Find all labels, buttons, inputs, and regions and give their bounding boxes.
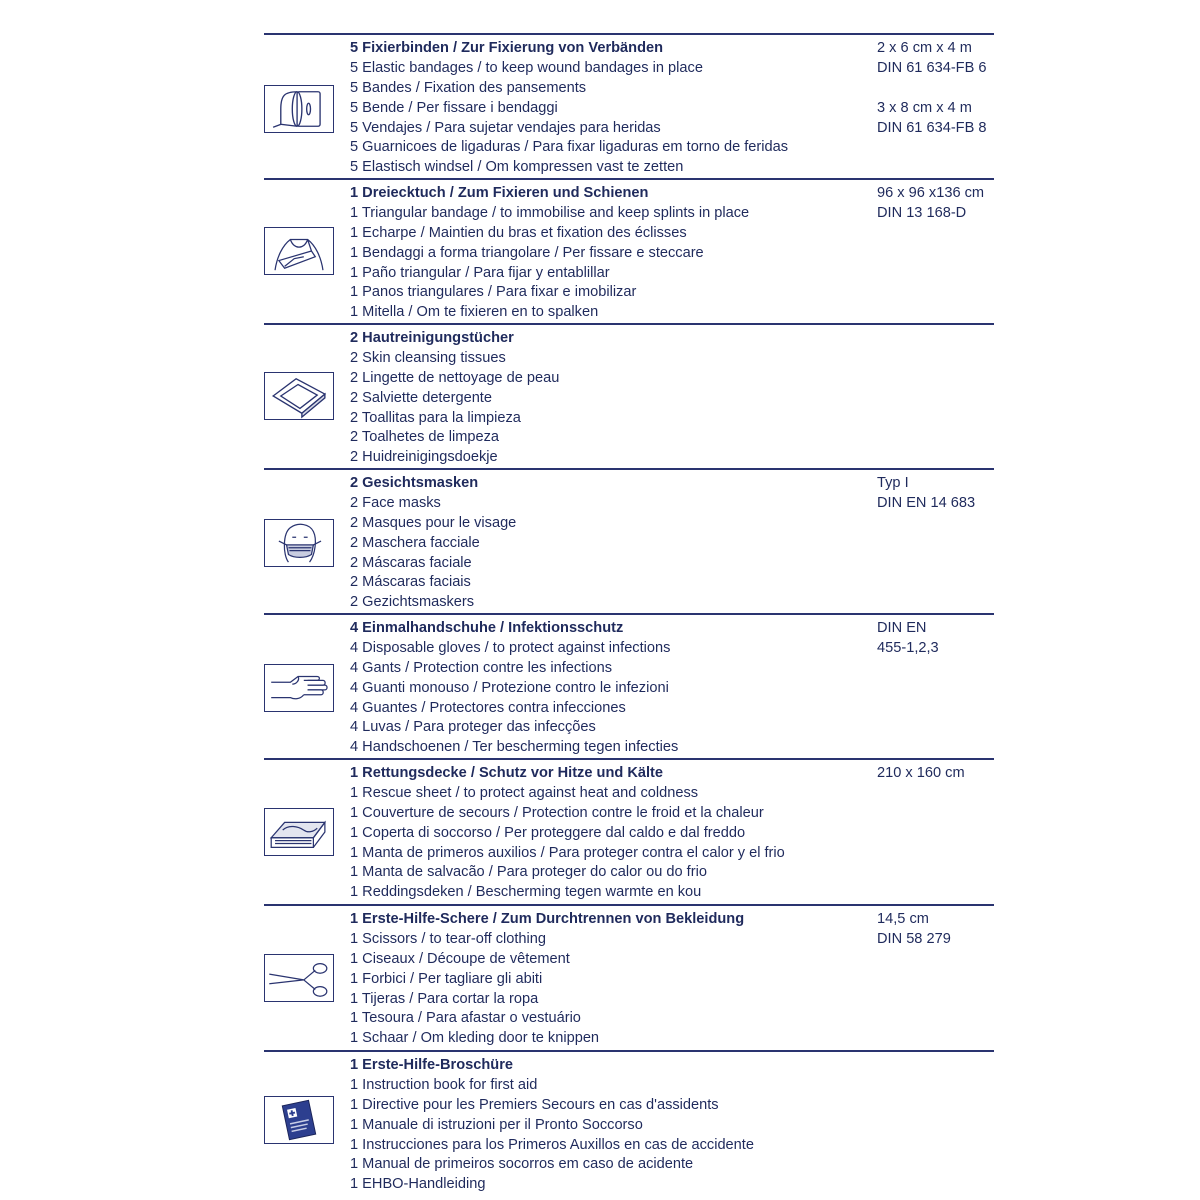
item-line: 1 Ciseaux / Découpe de vêtement [350,950,570,967]
item-specification [877,184,1002,224]
item-line: 5 Guarnicoes de ligaduras / Para fixar ligaduras em torno de feridas [350,139,789,156]
item-line: 1 Manta de salvacão / Para proteger do calor ou do frio [350,864,707,881]
item-row-face-masks [264,468,994,614]
spec-line: DIN 13 168-D [877,204,967,221]
item-line: 1 Tijeras / Para cortar la ropa [350,990,539,1007]
item-line: 2 Máscaras faciais [350,574,471,591]
item-line: 1 Manuale di istruzioni per il Pronto Soccorso [350,1116,643,1133]
spec-line: DIN EN [877,620,927,636]
item-description [350,474,870,613]
item-line: 4 Disposable gloves / to protect against infections [350,639,671,656]
item-description [350,910,870,1049]
item-line: 2 Huidreinigingsdoekje [350,449,498,466]
item-heading: 2 Hautreinigungstücher [350,330,514,346]
item-line: 1 Rescue sheet / to protect against heat and coldness [350,784,699,801]
first-aid-booklet-icon [264,1096,334,1144]
item-line: 2 Máscaras faciale [350,554,472,571]
glove-icon [264,664,334,712]
item-line: 2 Gezichtsmaskers [350,594,475,611]
item-line: 5 Elastisch windsel / Om kompressen vast te zetten [350,159,684,176]
item-heading: 1 Dreiecktuch / Zum Fixieren und Schienen [350,185,649,201]
item-line: 1 Manual de primeiros socorros em caso de acidente [350,1156,694,1173]
item-line: 2 Masques pour le visage [350,514,517,531]
item-line: 1 Echarpe / Maintien du bras et fixation des éclisses [350,224,687,241]
item-line: 2 Lingette de nettoyage de peau [350,369,560,386]
item-line: 2 Face masks [350,494,441,511]
item-line: 4 Luvas / Para proteger das infecções [350,719,596,736]
item-line: 4 Handschoenen / Ter bescherming tegen infecties [350,739,679,756]
item-line: 1 EHBO-Handleiding [350,1176,486,1193]
item-line: 1 Scissors / to tear-off clothing [350,930,547,947]
arm-sling-icon [264,227,334,275]
item-line: 5 Vendajes / Para sujetar vendajes para heridas [350,119,661,136]
item-row-first-aid-booklet [264,1050,994,1197]
spec-line: DIN 58 279 [877,930,951,947]
item-description [350,329,870,468]
spec-line: 96 x 96 x136 cm [877,185,985,201]
spec-line: Typ I [877,475,909,491]
spec-line: 455-1,2,3 [877,639,939,656]
item-description [350,1056,870,1195]
item-row-disposable-gloves [264,613,994,759]
item-line: 5 Bende / Per fissare i bendaggi [350,99,558,116]
item-line: 1 Paño triangular / Para fijar y entablillar [350,264,610,281]
item-line: 5 Bandes / Fixation des pansements [350,79,587,96]
item-line: 1 Couverture de secours / Protection contre le froid et la chaleur [350,804,764,821]
item-line: 2 Skin cleansing tissues [350,349,506,366]
item-line: 1 Coperta di soccorso / Per proteggere dal caldo e dal freddo [350,824,746,841]
item-specification [877,474,1002,514]
item-line: 1 Tesoura / Para afastar o vestuário [350,1010,581,1027]
item-heading: 5 Fixierbinden / Zur Fixierung von Verbänden [350,40,664,56]
cleansing-tissue-icon [264,372,334,420]
item-line: 1 Panos triangulares / Para fixar e imobilizar [350,284,637,301]
item-line: 4 Gants / Protection contre les infections [350,659,613,676]
spec-line: DIN EN 14 683 [877,494,976,511]
item-line: 1 Triangular bandage / to immobilise and keep splints in place [350,204,750,221]
item-line: 4 Guantes / Protectores contra infecciones [350,699,626,716]
item-row-triangular-bandage [264,178,994,324]
item-line: 1 Schaar / Om kleding door te knippen [350,1030,600,1047]
item-description [350,184,870,323]
item-heading: 1 Erste-Hilfe-Broschüre [350,1057,514,1073]
item-heading: 4 Einmalhandschuhe / Infektionsschutz [350,620,624,636]
spec-line: DIN 61 634-FB 6 [877,59,987,76]
item-line: 1 Manta de primeros auxilios / Para proteger contra el calor y el frio [350,844,785,861]
spec-line [877,79,1002,99]
item-line: 1 Instrucciones para los Primeros Auxillos en cas de accidente [350,1136,754,1153]
item-line: 1 Directive pour les Premiers Secours en cas d'assidents [350,1096,719,1113]
item-line: 2 Salviette detergente [350,389,492,406]
spec-line: 210 x 160 cm [877,765,965,781]
item-row-rescue-sheet [264,758,994,905]
rescue-blanket-icon [264,808,334,856]
item-row-scissors [264,904,994,1051]
spec-line: 2 x 6 cm x 4 m [877,40,972,56]
item-line: 2 Toalhetes de limpeza [350,429,500,446]
item-line: 1 Instruction book for first aid [350,1076,538,1093]
item-specification [877,910,1002,950]
scissors-icon [264,954,334,1002]
item-line: 2 Toallitas para la limpieza [350,409,521,426]
spec-line: DIN 61 634-FB 8 [877,119,987,136]
spec-line: 14,5 cm [877,911,929,927]
item-line: 1 Forbici / Per tagliare gli abiti [350,970,543,987]
item-line: 1 Bendaggi a forma triangolare / Per fissare e steccare [350,244,704,261]
spec-line: 3 x 8 cm x 4 m [877,99,972,116]
item-line: 1 Mitella / Om te fixieren en to spalken [350,304,599,321]
item-description [350,764,870,903]
item-line: 4 Guanti monouso / Protezione contro le infezioni [350,679,669,696]
item-row-fixation-bandages [264,33,994,179]
item-specification [877,39,1002,138]
item-row-skin-cleansing-tissues [264,323,994,469]
item-heading: 1 Erste-Hilfe-Schere / Zum Durchtrennen von Bekleidung [350,911,745,927]
item-specification [877,764,1002,784]
item-line: 5 Elastic bandages / to keep wound bandages in place [350,59,703,76]
item-specification [877,619,1002,659]
item-line: 2 Maschera facciale [350,534,480,551]
item-description [350,39,870,178]
bandage-roll-icon [264,85,334,133]
face-mask-icon [264,519,334,567]
item-heading: 1 Rettungsdecke / Schutz vor Hitze und Kälte [350,765,664,781]
item-description [350,619,870,758]
item-heading: 2 Gesichtsmasken [350,475,479,491]
item-line: 1 Reddingsdeken / Bescherming tegen warmte en kou [350,884,702,901]
